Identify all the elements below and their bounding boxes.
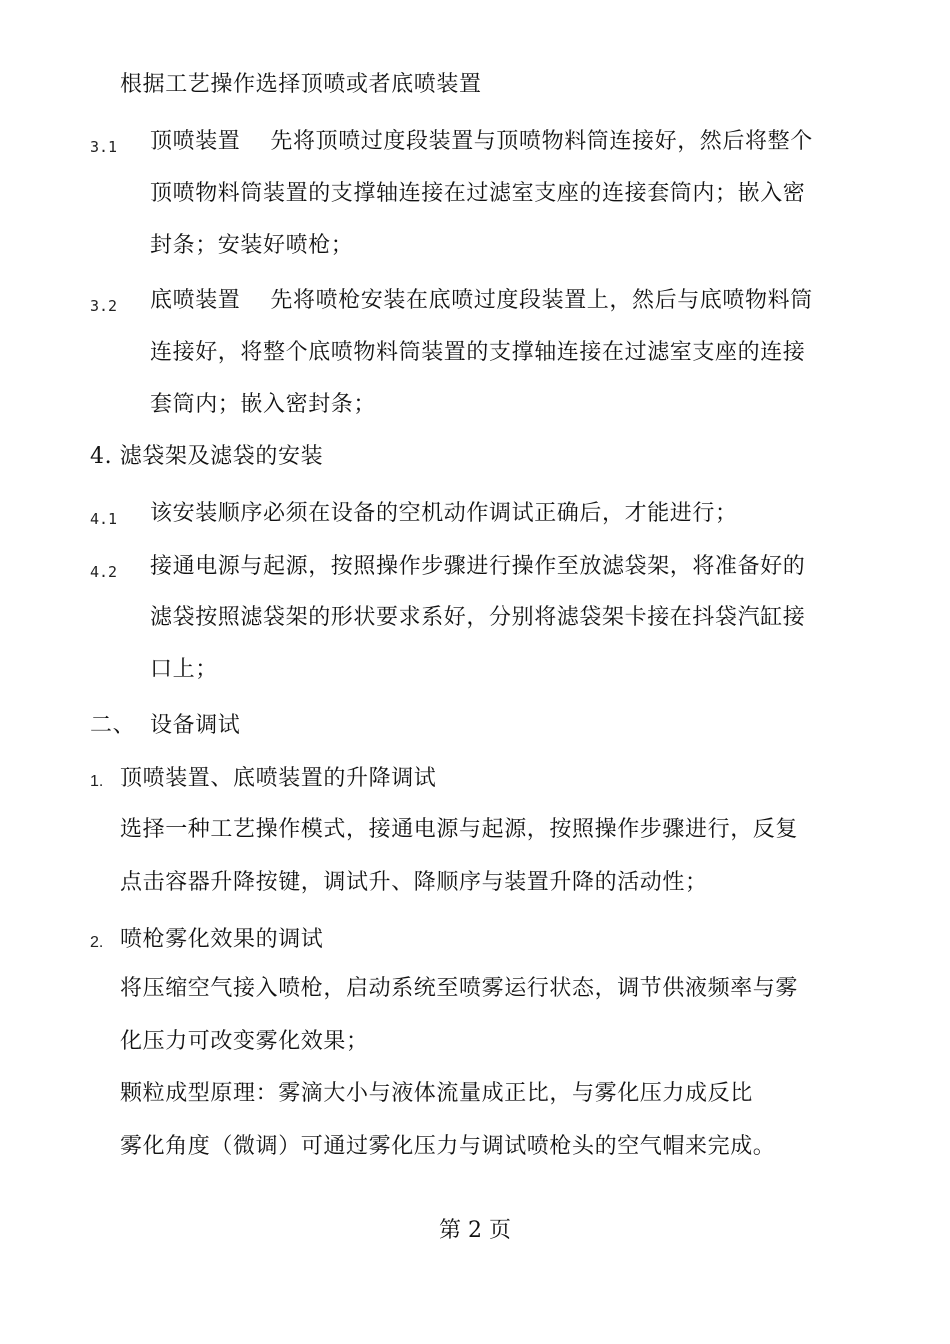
- item-3-1-line-2: 顶喷物料筒装置的支撑轴连接在过滤室支座的连接套筒内；嵌入密: [150, 181, 806, 206]
- item-4-2-line-3: 口上；: [150, 657, 218, 682]
- debug-item-2-line-2: 化压力可改变雾化效果；: [120, 1029, 369, 1054]
- section-heading-4: 4. 滤袋架及滤袋的安装: [90, 444, 324, 469]
- item-4-1-line-1: 该安装顺序必须在设备的空机动作调试正确后，才能进行；: [150, 501, 738, 526]
- item-4-2-line-2: 滤袋按照滤袋架的形状要求系好，分别将滤袋架卡接在抖袋汽缸接: [150, 605, 806, 630]
- item-3-2-text: 先将喷枪安装在底喷过度段装置上，然后与底喷物料筒: [270, 288, 813, 313]
- debug-item-2-line-4: 雾化角度（微调）可通过雾化压力与调试喷枪头的空气帽来完成。: [120, 1134, 776, 1159]
- item-3-1-line-3: 封条；安装好喷枪；: [150, 233, 354, 258]
- page-number-footer: 第 2 页: [439, 1218, 511, 1243]
- item-number-4-2: 4.2: [90, 563, 118, 581]
- intro-text: 根据工艺操作选择顶喷或者底喷装置: [120, 72, 482, 97]
- item-3-2-line-2: 连接好，将整个底喷物料筒装置的支撑轴连接在过滤室支座的连接: [150, 340, 806, 365]
- debug-item-2-title: 喷枪雾化效果的调试: [120, 927, 324, 952]
- item-3-2-line-1: [150, 286, 813, 316]
- section-2-label: 二、: [90, 713, 136, 738]
- item-3-1-line-1: [150, 127, 813, 157]
- section-2-title: 设备调试: [150, 713, 241, 738]
- item-3-2-line-3: 套筒内；嵌入密封条；: [150, 392, 377, 417]
- item-3-1-text: 先将顶喷过度段装置与顶喷物料筒连接好，然后将整个: [270, 129, 813, 154]
- item-3-1-title: 顶喷装置: [150, 129, 241, 154]
- debug-item-1-line-2: 点击容器升降按键，调试升、降顺序与装置升降的活动性；: [120, 870, 708, 895]
- debug-item-number-1: 1.: [90, 773, 104, 790]
- item-number-4-1: 4.1: [90, 510, 118, 528]
- item-number-3-1: 3.1: [90, 138, 118, 156]
- debug-item-1-title: 顶喷装置、底喷装置的升降调试: [120, 766, 437, 791]
- debug-item-2-line-1: 将压缩空气接入喷枪，启动系统至喷雾运行状态，调节供液频率与雾: [120, 976, 799, 1001]
- debug-item-2-line-3: 颗粒成型原理：雾滴大小与液体流量成正比，与雾化压力成反比: [120, 1081, 753, 1106]
- item-4-2-line-1: 接通电源与起源，按照操作步骤进行操作至放滤袋架，将准备好的: [150, 554, 806, 579]
- debug-item-number-2: 2.: [90, 934, 104, 951]
- debug-item-1-line-1: 选择一种工艺操作模式，接通电源与起源，按照操作步骤进行，反复: [120, 817, 799, 842]
- item-3-2-title: 底喷装置: [150, 288, 241, 313]
- item-number-3-2: 3.2: [90, 297, 118, 315]
